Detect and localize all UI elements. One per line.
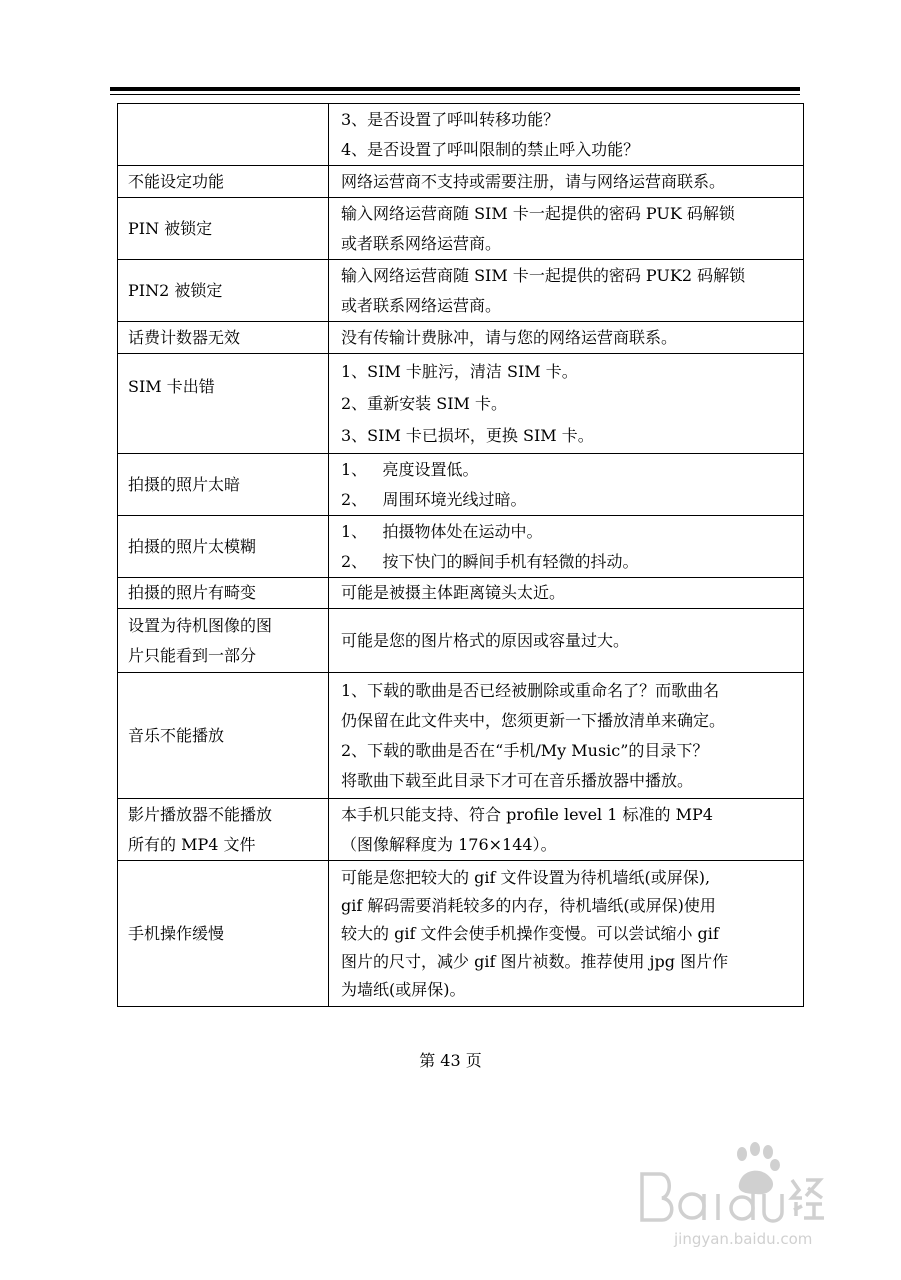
table-row xyxy=(118,609,804,673)
solution-line: 3、是否设置了呼叫转移功能？ xyxy=(341,109,560,129)
solution-cell xyxy=(329,166,804,198)
solution-line: 本手机只能支持、符合 profile level 1 标准的 MP4 xyxy=(341,804,713,824)
solution-line: 输入网络运营商随 SIM 卡一起提供的密码 PUK2 码解锁 xyxy=(341,265,746,285)
solution-cell xyxy=(329,260,804,322)
table-row xyxy=(118,799,804,861)
solution-line: 1、SIM 卡脏污，清洁 SIM 卡。 xyxy=(341,361,578,381)
solution-line: 将歌曲下载至此目录下才可在音乐播放器中播放。 xyxy=(341,770,694,790)
solution-line: 为墙纸(或屏保)。 xyxy=(341,979,466,999)
table-row xyxy=(118,166,804,198)
table-row xyxy=(118,578,804,609)
problem-cell: 话费计数器无效 xyxy=(118,322,329,354)
page-number: 第 43 页 xyxy=(419,1051,482,1070)
table-row xyxy=(118,861,804,1007)
problem-cell: 拍摄的照片太模糊 xyxy=(118,516,329,578)
problem-cell: 拍摄的照片有畸变 xyxy=(118,578,329,609)
solution-cell xyxy=(329,578,804,609)
solution-cell xyxy=(329,322,804,354)
problem-cell: 不能设定功能 xyxy=(118,166,329,198)
problem-cell: PIN2 被锁定 xyxy=(118,260,329,322)
header-rule-thick xyxy=(110,87,800,91)
solution-line: 可能是被摄主体距离镜头太近。 xyxy=(341,583,566,602)
table-row xyxy=(118,260,804,322)
solution-line: 没有传输计费脉冲，请与您的网络运营商联系。 xyxy=(341,327,678,347)
solution-cell xyxy=(329,198,804,260)
watermark-url: jingyan.baidu.com xyxy=(674,1230,813,1248)
table-row xyxy=(118,354,804,454)
solution-line: 或者联系网络运营商。 xyxy=(341,233,502,253)
solution-cell xyxy=(329,516,804,578)
solution-line: 2、重新安装 SIM 卡。 xyxy=(341,393,508,413)
solution-cell xyxy=(329,104,804,166)
solution-line: 输入网络运营商随 SIM 卡一起提供的密码 PUK 码解锁 xyxy=(341,203,735,223)
solution-line: 较大的 gif 文件会使手机操作变慢。可以尝试缩小 gif xyxy=(341,923,719,943)
problem-cell: 设置为待机图像的图 片只能看到一部分 xyxy=(118,609,329,673)
troubleshooting-table xyxy=(117,103,804,1007)
table-row xyxy=(118,104,804,166)
solution-line: 可能是您的图片格式的原因或容量过大。 xyxy=(341,630,630,650)
solution-line: 1、下载的歌曲是否已经被删除或重命名了？而歌曲名 xyxy=(341,680,720,700)
problem-cell: 拍摄的照片太暗 xyxy=(118,454,329,516)
table-row xyxy=(118,454,804,516)
solution-line: 3、SIM 卡已损坏，更换 SIM 卡。 xyxy=(341,425,594,445)
table-row xyxy=(118,673,804,799)
solution-cell xyxy=(329,454,804,516)
solution-line: 可能是您把较大的 gif 文件设置为待机墙纸(或屏保), xyxy=(341,867,711,887)
solution-line: gif 解码需要消耗较多的内存，待机墙纸(或屏保)使用 xyxy=(341,895,716,915)
solution-line: 网络运营商不支持或需要注册，请与网络运营商联系。 xyxy=(341,171,726,191)
solution-line: 图片的尺寸，减少 gif 图片祯数。推荐使用 jpg 图片作 xyxy=(341,951,729,971)
solution-line: 2、 按下快门的瞬间手机有轻微的抖动。 xyxy=(341,551,639,571)
problem-cell xyxy=(118,104,329,166)
solution-line: 2、 周围环境光线过暗。 xyxy=(341,489,527,509)
solution-cell xyxy=(329,354,804,454)
solution-line: 1、 拍摄物体处在运动中。 xyxy=(341,521,543,541)
table-row xyxy=(118,322,804,354)
solution-line: 1、 亮度设置低。 xyxy=(341,459,479,479)
problem-cell: 手机操作缓慢 xyxy=(118,861,329,1007)
solution-line: 4、是否设置了呼叫限制的禁止呼入功能？ xyxy=(341,139,640,159)
solution-line: 2、下载的歌曲是否在“手机/My Music”的目录下？ xyxy=(341,740,709,760)
baidu-jingyan-watermark-logo xyxy=(634,1140,839,1252)
problem-cell: SIM 卡出错 xyxy=(118,354,329,454)
solution-cell xyxy=(329,861,804,1007)
solution-cell xyxy=(329,799,804,861)
header-rule-thin xyxy=(110,94,800,95)
solution-cell xyxy=(329,609,804,673)
problem-cell: 影片播放器不能播放 所有的 MP4 文件 xyxy=(118,799,329,861)
table-row xyxy=(118,516,804,578)
solution-line: （图像解释度为 176×144）。 xyxy=(341,834,557,854)
solution-cell xyxy=(329,673,804,799)
solution-line: 或者联系网络运营商。 xyxy=(341,295,502,315)
problem-cell: PIN 被锁定 xyxy=(118,198,329,260)
table-row xyxy=(118,198,804,260)
solution-line: 仍保留在此文件夹中，您须更新一下播放清单来确定。 xyxy=(341,710,726,730)
problem-cell: 音乐不能播放 xyxy=(118,673,329,799)
